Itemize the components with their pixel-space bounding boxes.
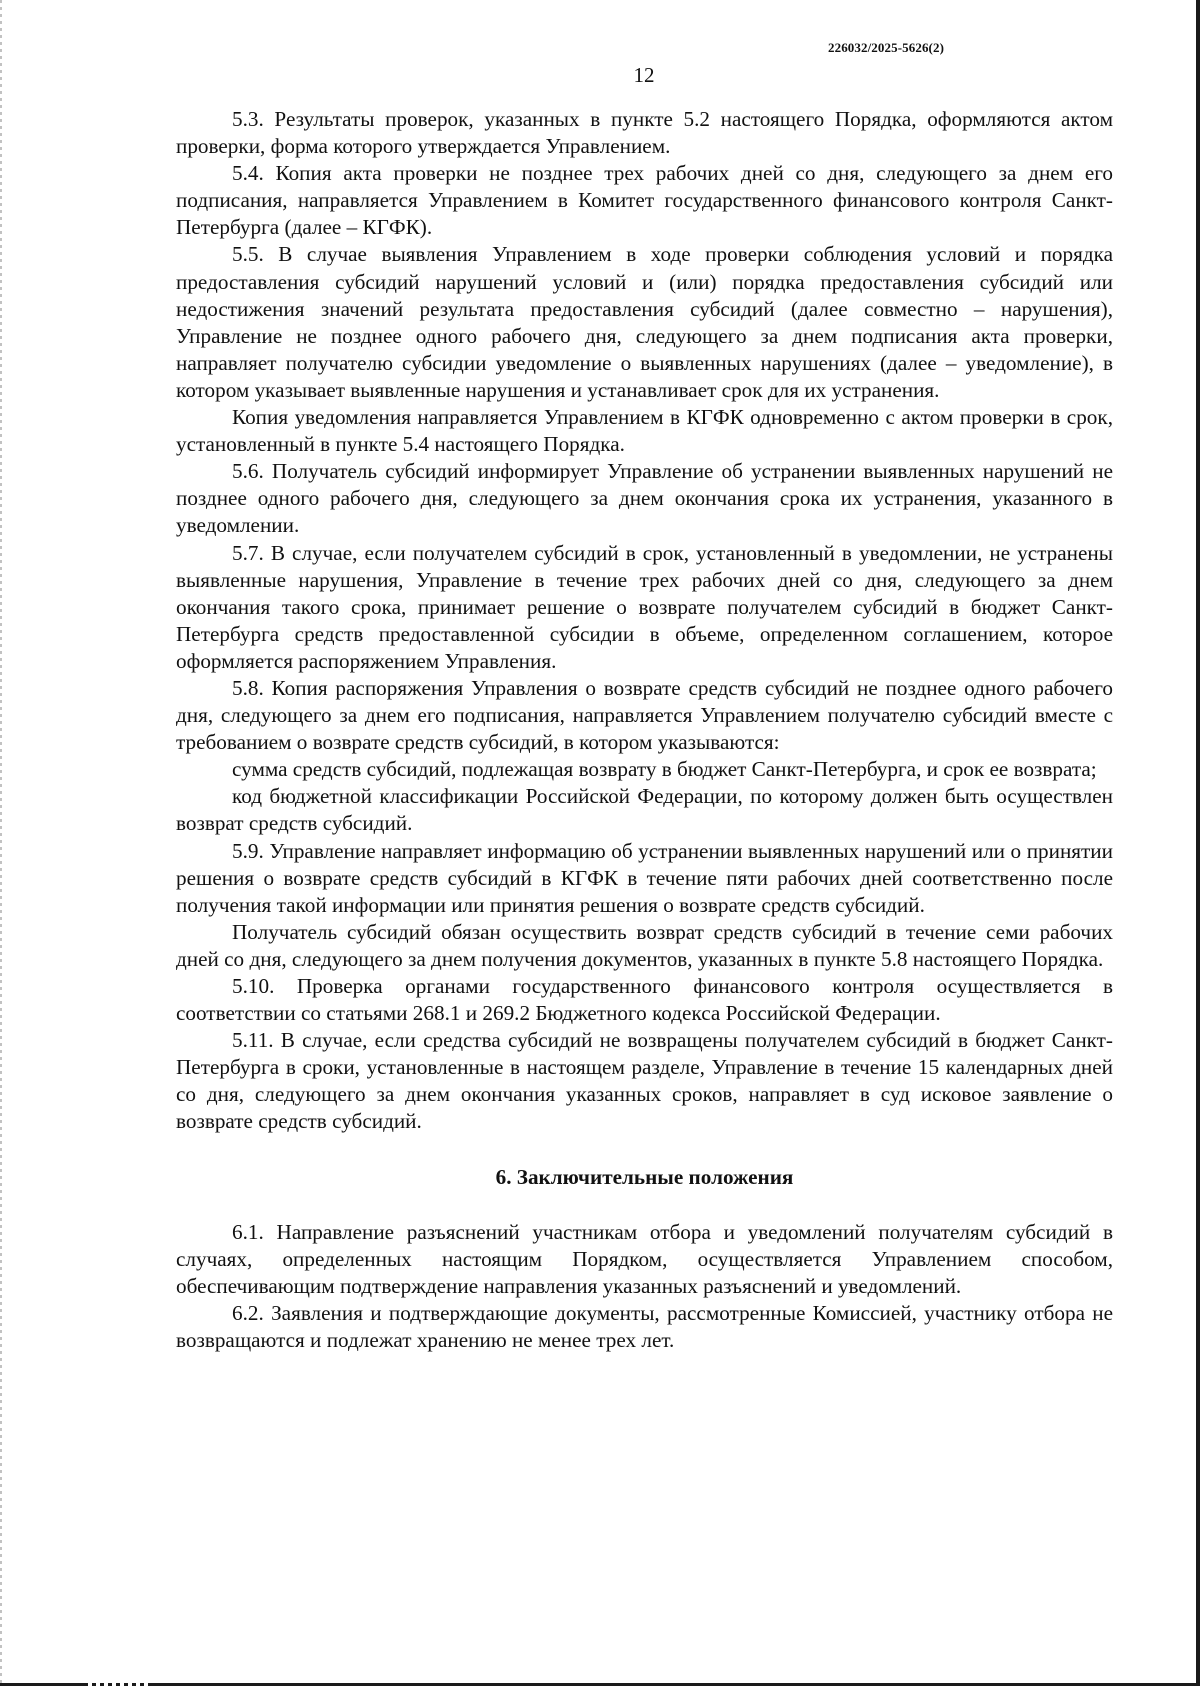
paragraph-5-7: 5.7. В случае, если получателем субсидий в срок, установленный в уведомлении, не устранены выявленные нарушения, Управление в течение трех рабочих дней со дня, следующего за днем окончания такого срока, принимает решение о возврате получателем субсидий в бюджет Санкт-Петербурга средств предоставленной субсидии в объеме, определенном соглашением, которое оформляется распоряжением Управления. bbox=[176, 540, 1113, 673]
section-6-heading: 6. Заключительные положения bbox=[495, 1164, 794, 1189]
paragraph-5-10: 5.10. Проверка органами государственного финансового контроля осуществляется в соответствии со статьями 268.1 и 269.2 Бюджетного кодекса Российской Федерации. bbox=[176, 974, 1113, 1026]
scan-right-edge bbox=[1196, 0, 1200, 1686]
paragraph-5-8-amount: сумма средств субсидий, подлежащая возврату в бюджет Санкт-Петербурга, и срок ее возврата; bbox=[232, 757, 1097, 782]
paragraph-5-3: 5.3. Результаты проверок, указанных в пункте 5.2 настоящего Порядка, оформляются актом проверки, форма которого утверждается Управлением. bbox=[176, 107, 1113, 159]
paragraph-5-4: 5.4. Копия акта проверки не позднее трех рабочих дней со дня, следующего за днем его подписания, направляется Управлением в Комитет государственного финансового контроля Санкт-Петербурга (далее – КГФК). bbox=[176, 161, 1113, 240]
page-number: 12 bbox=[633, 63, 655, 87]
paragraph-6-2: 6.2. Заявления и подтверждающие документы, рассмотренные Комиссией, участнику отбора не возвращаются и подлежат хранению не менее трех лет. bbox=[176, 1300, 1113, 1352]
paragraph-5-8: 5.8. Копия распоряжения Управления о возврате средств субсидий не позднее одного рабочего дня, следующего за днем его подписания, направляется Управлением получателю субсидий вместе с требованием о возврате средств субсидий, в котором указываются: bbox=[176, 675, 1113, 755]
scan-left-edge bbox=[0, 0, 2, 1686]
paragraph-5-8-code: код бюджетной классификации Российской Федерации, по которому должен быть осуществлен возврат средств субсидий. bbox=[176, 784, 1113, 836]
paragraph-5-6: 5.6. Получатель субсидий информирует Управление об устранении выявленных нарушений не позднее одного рабочего дня, следующего за днем окончания срока их устранения, указанного в уведомлении. bbox=[176, 459, 1113, 538]
paragraph-5-5: 5.5. В случае выявления Управлением в ходе проверки соблюдения условий и порядка предоставления субсидий нарушений условий и (или) порядка предоставления субсидий или недостижения значений результата предоставления субсидий (далее совместно – нарушения), Управление не позднее одного рабочего дня, следующего за днем подписания акта проверки, направляет получателю субсидии уведомление о выявленных нарушениях (далее – уведомление), в котором указывает выявленные нарушения и устанавливает срок для их устранения. bbox=[176, 242, 1113, 402]
paragraph-5-9-return: Получатель субсидий обязан осуществить возврат средств субсидий в течение семи рабочих дней со дня, следующего за днем получения документов, указанных в пункте 5.8 настоящего Порядка. bbox=[176, 919, 1113, 971]
paragraph-5-11: 5.11. В случае, если средства субсидий не возвращены получателем субсидий в бюджет Санкт-Петербурга в сроки, установленные в настоящем разделе, Управление в течение 15 календарных дней со дня, следующего за днем окончания указанных сроков, направляет в суд исковое заявление о возврате средств субсидий. bbox=[176, 1028, 1113, 1134]
paragraph-5-5-copy: Копия уведомления направляется Управлением в КГФК одновременно с актом проверки в срок, установленный в пункте 5.4 настоящего Порядка. bbox=[176, 405, 1113, 457]
document-body bbox=[176, 106, 1113, 1354]
paragraph-5-9: 5.9. Управление направляет информацию об устранении выявленных нарушений или о принятии решения о возврате средств субсидий в КГФК в течение пяти рабочих дней соответственно после получения такой информации или принятия решения о возврате средств субсидий. bbox=[176, 838, 1113, 917]
document-id: 226032/2025-5626(2) bbox=[828, 40, 944, 55]
paragraph-6-1: 6.1. Направление разъяснений участникам отбора и уведомлений получателям субсидий в случаях, определенных настоящим Порядком, осуществляется Управлением способом, обеспечивающим подтверждение направления указанных разъяснений и уведомлений. bbox=[176, 1219, 1113, 1298]
